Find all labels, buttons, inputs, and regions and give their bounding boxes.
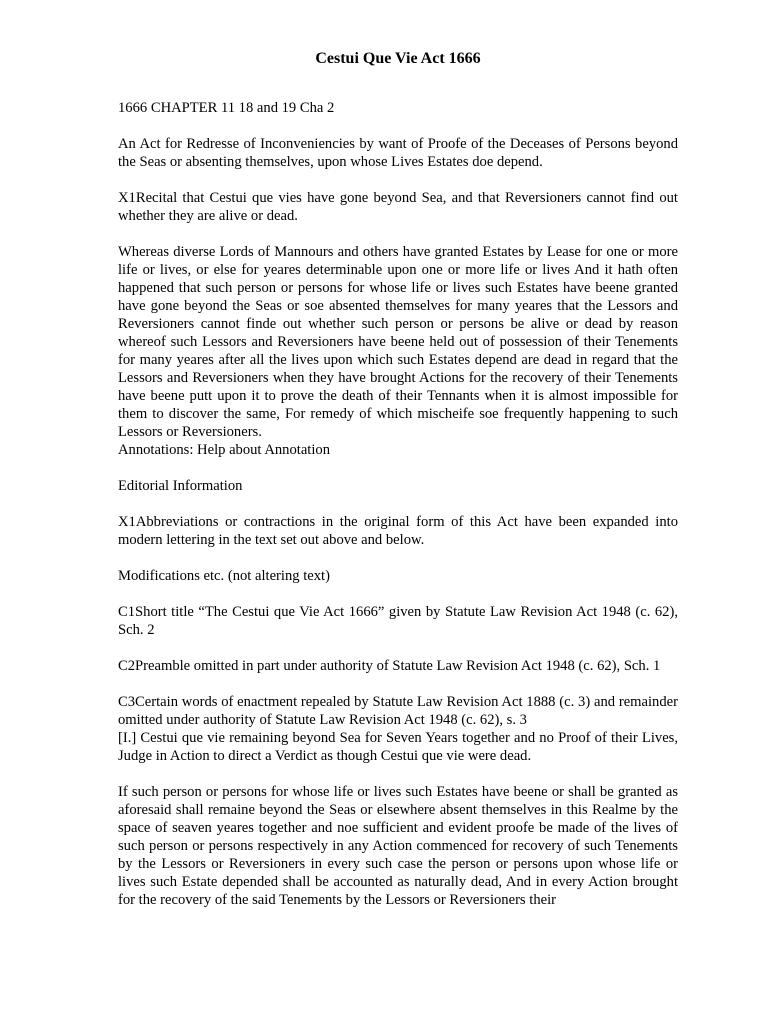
section-1-heading: [I.] Cestui que vie remaining beyond Sea for Seven Years together and no Proof of their Lives, Judge in Action to direct a Verdict as though Cestui que vie were dead. [118, 730, 678, 764]
editorial-heading: Editorial Information [118, 478, 243, 494]
modification-c3: C3Certain words of enactment repealed by Statute Law Revision Act 1888 (c. 3) and remainder omitted under authority of Statute Law Revision Act 1948 (c. 62), s. 3 [118, 694, 678, 728]
modification-c1: C1Short title “The Cestui que Vie Act 1666” given by Statute Law Revision Act 1948 (c. 62), Sch. 2 [118, 604, 678, 638]
document-page [118, 48, 678, 927]
long-title: An Act for Redresse of Inconveniencies by want of Proofe of the Deceases of Persons beyond the Seas or absenting themselves, upon whose Lives Estates doe depend. [118, 136, 678, 170]
editorial-note-x1: X1Abbreviations or contractions in the original form of this Act have been expanded into modern lettering in the text set out above and below. [118, 514, 678, 548]
modifications-heading: Modifications etc. (not altering text) [118, 568, 330, 584]
chapter-line: 1666 CHAPTER 11 18 and 19 Cha 2 [118, 100, 335, 116]
section-1-text: If such person or persons for whose life or lives such Estates have beene or shall be granted as aforesaid shall remaine beyond the Seas or elsewhere absent themselves in this Realme by the space of seaven yeares together and noe sufficient and evident proofe be made of the lives of such person or persons respectively in any Action commenced for recovery of such Tenements by the Lessors or Reversioners in every such case the person or persons upon whose life or lives such Estate depended shall be accounted as naturally dead, And in every Action brought for the recovery of the said Tenements by the Lessors or Reversioners their [118, 784, 678, 908]
recital-paragraph: X1Recital that Cestui que vies have gone beyond Sea, and that Reversioners cannot find out whether they are alive or dead. [118, 190, 678, 224]
whereas-paragraph: Whereas diverse Lords of Mannours and others have granted Estates by Lease for one or more life or lives, or else for yeares determinable upon one or more life or lives And it hath often happened that such person or persons for whose life or lives such Estates have beene granted have gone beyond the Seas or soe absented themselves for many yeares that the Lessors and Reversioners cannot finde out whether such person or persons be alive or dead by reason whereof such Lessors and Reversioners have beene held out of possession of their Tenements for many yeares after all the lives upon which such Estates depend are dead in regard that the Lessors and Reversioners when they have brought Actions for the recovery of their Tenements have beene putt upon it to prove the death of their Tennants when it is almost impossible for them to discover the same, For remedy of which mischeife soe frequently happening to such Lessors or Reversioners. [118, 244, 678, 440]
modification-c2: C2Preamble omitted in part under authority of Statute Law Revision Act 1948 (c. 62), Sch. 1 [118, 658, 661, 674]
document-title: Cestui Que Vie Act 1666 [315, 50, 481, 67]
annotations-link[interactable]: Annotations: Help about Annotation [118, 442, 330, 458]
